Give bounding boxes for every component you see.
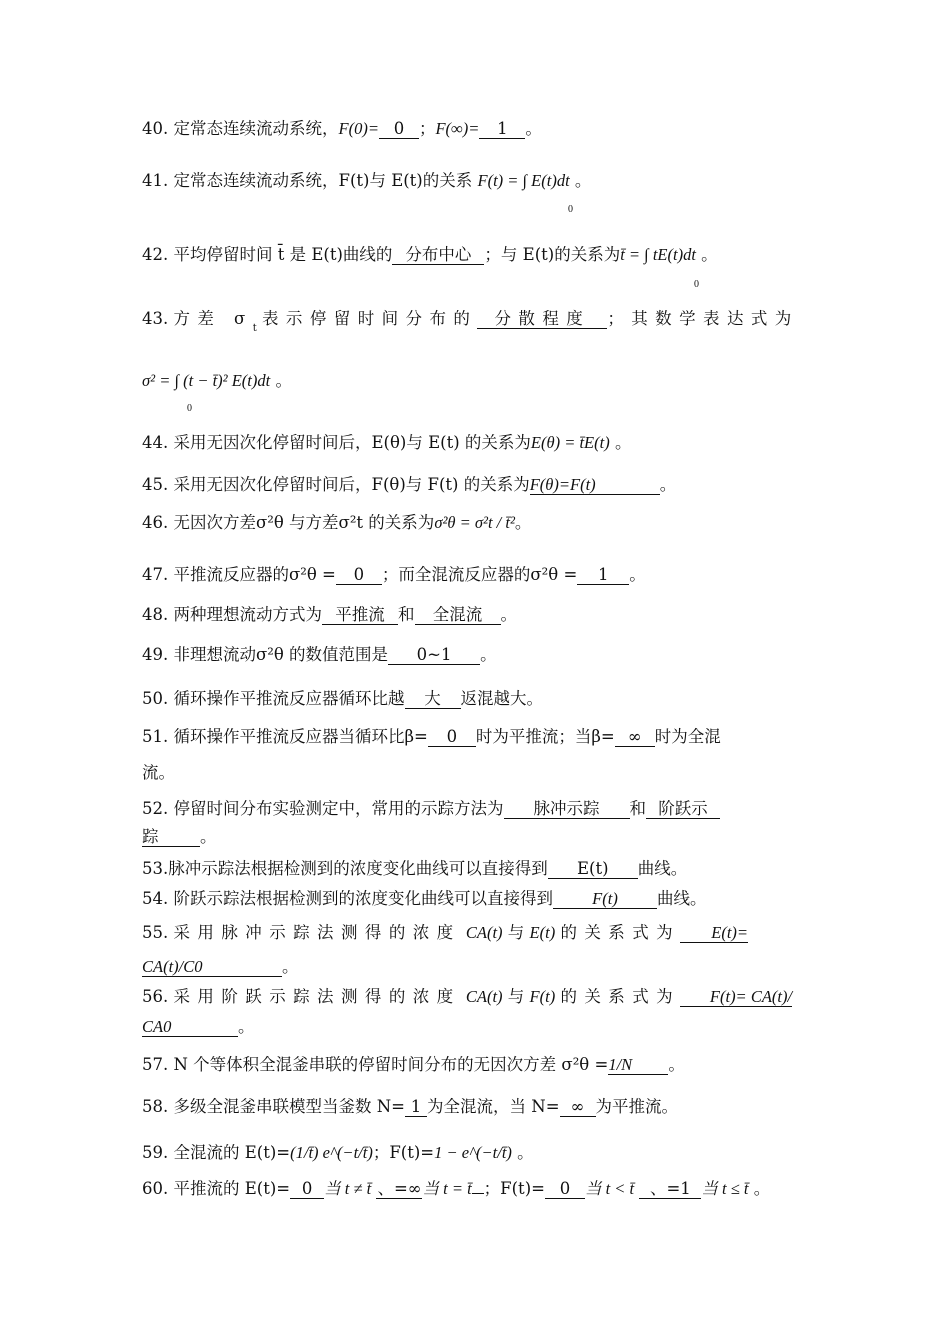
answer-blank: E(t)= (680, 924, 748, 943)
question-48: 48. 两种理想流动方式为 平推流 和 全混流 。 (142, 605, 517, 624)
formula: E(θ) = t̄E(t) (530, 433, 610, 452)
question-40: 40. 定常态连续流动系统，F(0)= 0 ；F(∞)= 1 。 (142, 119, 542, 138)
question-56-cont: CA0 。 (142, 1017, 255, 1036)
answer-blank: 脉冲示踪 (504, 800, 630, 819)
question-55-cont: CA(t)/C0 。 (142, 957, 299, 976)
question-52: 52. 停留时间分布实验测定中，常用的示踪方法为 脉冲示踪 和 阶跃示 (142, 798, 808, 820)
question-51: 51. 循环操作平推流反应器当循环比β= 0 时为平推流；当β= ∞ 时为全混 (142, 727, 721, 746)
question-52-cont: 踪 。 (142, 827, 217, 846)
question-60: 60. 平推流的 E(t)= 0 当 t ≠ t̄ 、=∞当 t = t̄ ；F(t)= 0 当 t < t̄ 、=1 当 t ≤ t̄ 。 (142, 1179, 771, 1198)
formula: 1 − e^(−t/t̄) (434, 1143, 512, 1162)
formula: (1/t̄) e^(−t/t̄) (290, 1143, 373, 1162)
question-42: 42. 平均停留时间 t̄ 是 E(t)曲线的 分布中心 ；与 E(t)的关系为t̄ = ∫ tE(t)dt 。 (142, 245, 718, 264)
answer-blank: 分布中心 (392, 246, 484, 265)
question-59: 59. 全混流的 E(t)=(1/t̄) e^(−t/t̄)；F(t)=1 − e^(−t/t̄) 。 (142, 1143, 534, 1162)
answer-blank: F(t)= CA(t)/ (680, 988, 792, 1007)
formula: σ²θ = σ²t / t̄² (434, 513, 515, 532)
question-49: 49. 非理想流动σ²θ 的数值范围是 0~1 。 (142, 645, 497, 664)
answer-blank: 全混流 (415, 606, 501, 625)
question-56: 56. 采用阶跃示踪法测得的浓度 CA(t) 与 F(t) 的关系式为 F(t)= CA(t)/ (142, 987, 793, 1006)
answer-blank: 0 (290, 1180, 324, 1199)
question-46: 46. 无因次方差σ²θ 与方差σ²t 的关系为σ²θ = σ²t / t̄²。 (142, 513, 532, 532)
answer-blank: 1 (405, 1098, 427, 1117)
answer-blank (472, 1193, 484, 1194)
integral-lower-limit: 0 (694, 279, 699, 290)
integral-lower-limit: 0 (187, 403, 192, 414)
question-50: 50. 循环操作平推流反应器循环比越 大 返混越大。 (142, 689, 543, 708)
formula: F(t) = ∫ E(t)dt (477, 171, 570, 190)
answer-blank: 、=∞ (377, 1179, 422, 1198)
answer-blank: 0 (336, 566, 382, 585)
answer-blank: 、=1 (639, 1180, 701, 1199)
question-44: 44. 采用无因次化停留时间后，E(θ)与 E(t) 的关系为E(θ) = t̄E(t) 。 (142, 433, 632, 452)
question-57: 57. N 个等体积全混釜串联的停留时间分布的无因次方差 σ²θ =1/N 。 (142, 1055, 685, 1074)
answer-blank: 0~1 (388, 646, 480, 665)
question-54: 54. 阶跃示踪法根据检测到的浓度变化曲线可以直接得到 F(t) 曲线。 (142, 889, 707, 908)
question-45: 45. 采用无因次化停留时间后，F(θ)与 F(t) 的关系为F(θ)=F(t) 。 (142, 475, 677, 494)
answer-blank: 平推流 (322, 606, 398, 625)
answer-blank: 分散程度 (477, 310, 607, 329)
question-41: 41. 定常态连续流动系统，F(t)与 E(t)的关系 F(t) = ∫ E(t)dt 。 (142, 171, 592, 190)
answer-blank: 踪 (142, 828, 200, 847)
formula: σ² = ∫ (t − t̄)² E(t)dt (142, 371, 271, 390)
answer-blank: F(θ)=F(t) (530, 476, 660, 495)
question-53: 53.脉冲示踪法根据检测到的浓度变化曲线可以直接得到 E(t) 曲线。 (142, 859, 688, 878)
answer-blank: CA0 (142, 1018, 238, 1037)
answer-blank: F(t) (553, 890, 657, 909)
answer-blank: 0 (379, 120, 419, 139)
question-51-cont: 流。 (142, 763, 175, 782)
answer-blank: 1 (479, 120, 525, 139)
answer-blank: 大 (405, 690, 461, 709)
question-55: 55. 采用脉冲示踪法测得的浓度 CA(t) 与 E(t) 的关系式为 E(t)= (142, 923, 749, 942)
formula: t̄ = ∫ tE(t)dt (620, 245, 696, 264)
answer-blank: CA(t)/C0 (142, 958, 282, 977)
answer-blank: ∞ (560, 1098, 596, 1117)
question-47: 47. 平推流反应器的σ²θ = 0 ；而全混流反应器的σ²θ = 1 。 (142, 565, 646, 584)
answer-blank: 1 (577, 566, 629, 585)
answer-blank: ∞ (615, 728, 655, 747)
question-43: 43. 方差 $\sigma_t$ 表示停留时间分布的 分散程度 ；其数学表达式为 (142, 309, 799, 334)
integral-lower-limit: 0 (568, 204, 573, 215)
answer-blank: E(t) (548, 860, 638, 879)
answer-blank: 0 (545, 1180, 585, 1199)
question-43-formula: σ² = ∫ (t − t̄)² E(t)dt 。 (142, 371, 292, 390)
answer-blank: 1/N (608, 1056, 668, 1075)
question-58: 58. 多级全混釜串联模型当釜数 N= 1 为全混流，当 N= ∞ 为平推流。 (142, 1097, 679, 1116)
answer-blank: 阶跃示 (646, 800, 720, 819)
answer-blank: 0 (428, 728, 476, 747)
